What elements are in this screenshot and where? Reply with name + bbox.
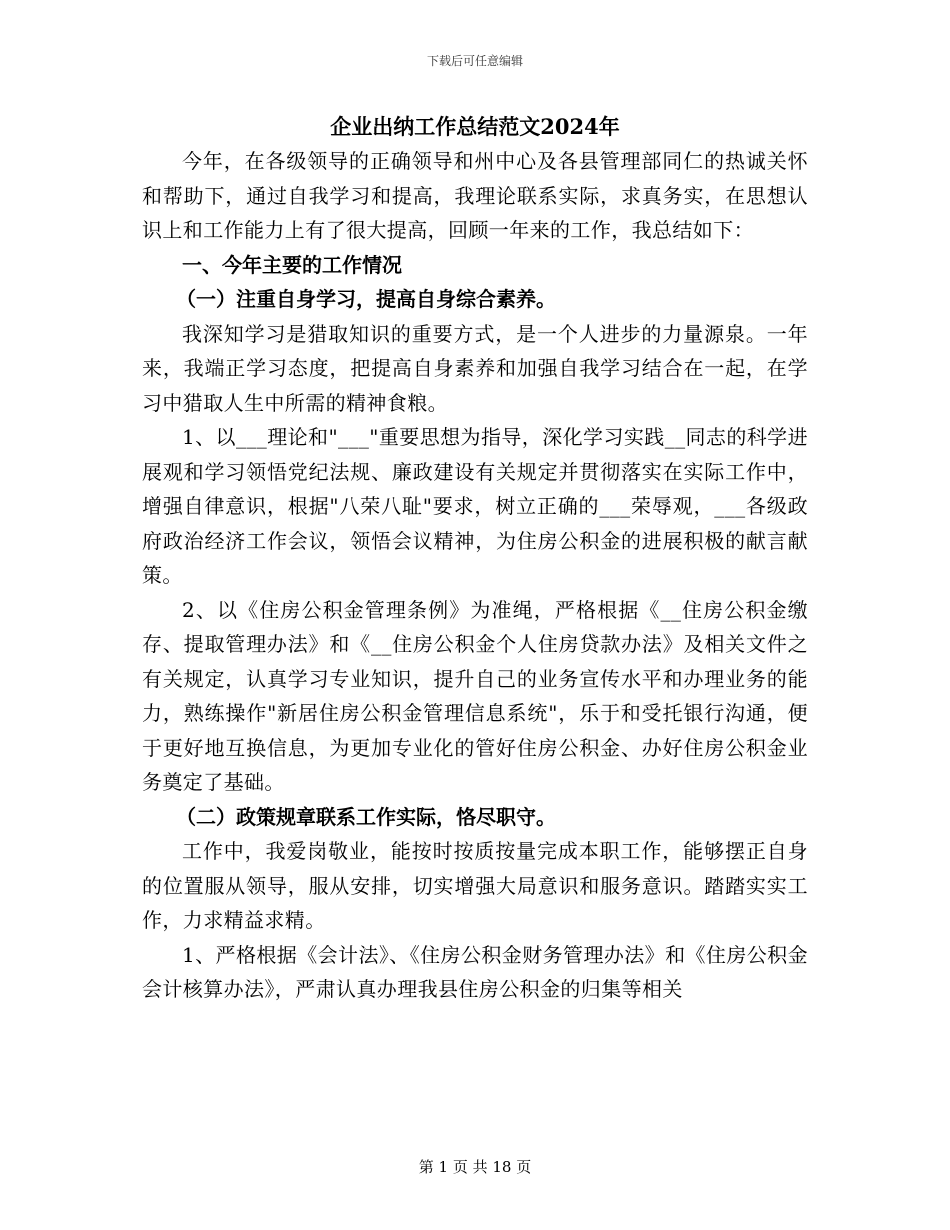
paragraph-4: 工作中，我爱岗敬业，能按时按质按量完成本职工作，能够摆正自身的位置服从领导，服从安排，切实增强大局意识和服务意识。踏踏实实工作，力求精益求精。: [142, 839, 808, 932]
subsection-heading-1: （一）注重自身学习，提高自身综合素养。: [176, 287, 556, 311]
section-heading-1: 一、今年主要的工作情况: [182, 252, 402, 277]
subsection-heading-2: （二）政策规章联系工作实际，恪尽职守。: [176, 804, 556, 829]
paragraph-3: 2、以《住房公积金管理条例》为准绳，严格根据《__住房公积金缴存、提取管理办法》和《__住房公积金个人住房贷款办法》及相关文件之有关规定，认真学习专业知识，提升自己的业务宣传水平和办理业务的能力，熟练操作"新居住房公积金管理信息系统"，乐于和受托银行沟通，便于更好地互换信息，为更加专业化的管好住房公积金、办好住房公积金业务奠定了基础。: [142, 597, 808, 794]
paragraph-intro: 今年，在各级领导的正确领导和州中心及各县管理部同仁的热诚关怀和帮助下，通过自我学习和提高，我理论联系实际，求真务实，在思想认识上和工作能力上有了很大提高，回顾一年来的工作，我总结如下：: [142, 149, 808, 242]
paragraph-5: 1、严格根据《会计法》、《住房公积金财务管理办法》和《住房公积金会计核算办法》，严肃认真办理我县住房公积金的归集等相关: [142, 942, 808, 1001]
document-title: 企业出纳工作总结范文2024年: [330, 114, 620, 139]
document-body: [142, 110, 808, 1007]
paragraph-2: 1、以___理论和"___"重要思想为指导，深化学习实践__同志的科学进展观和学习领悟党纪法规、廉政建设有关规定并贯彻落实在实际工作中，增强自律意识，根据"八荣八耻"要求，树立正确的___荣辱观，___各级政府政治经济工作会议，领悟会议精神，为住房公积金的进展积极的献言献策。: [142, 425, 808, 587]
page-footer: 第 1 页 共 18 页: [418, 1158, 532, 1176]
paragraph-1: 我深知学习是猎取知识的重要方式，是一个人进步的力量源泉。一年来，我端正学习态度，把提高自身素养和加强自我学习结合在一起，在学习中猎取人生中所需的精神食粮。: [142, 321, 808, 415]
header-note: 下载后可任意编辑: [426, 54, 523, 68]
